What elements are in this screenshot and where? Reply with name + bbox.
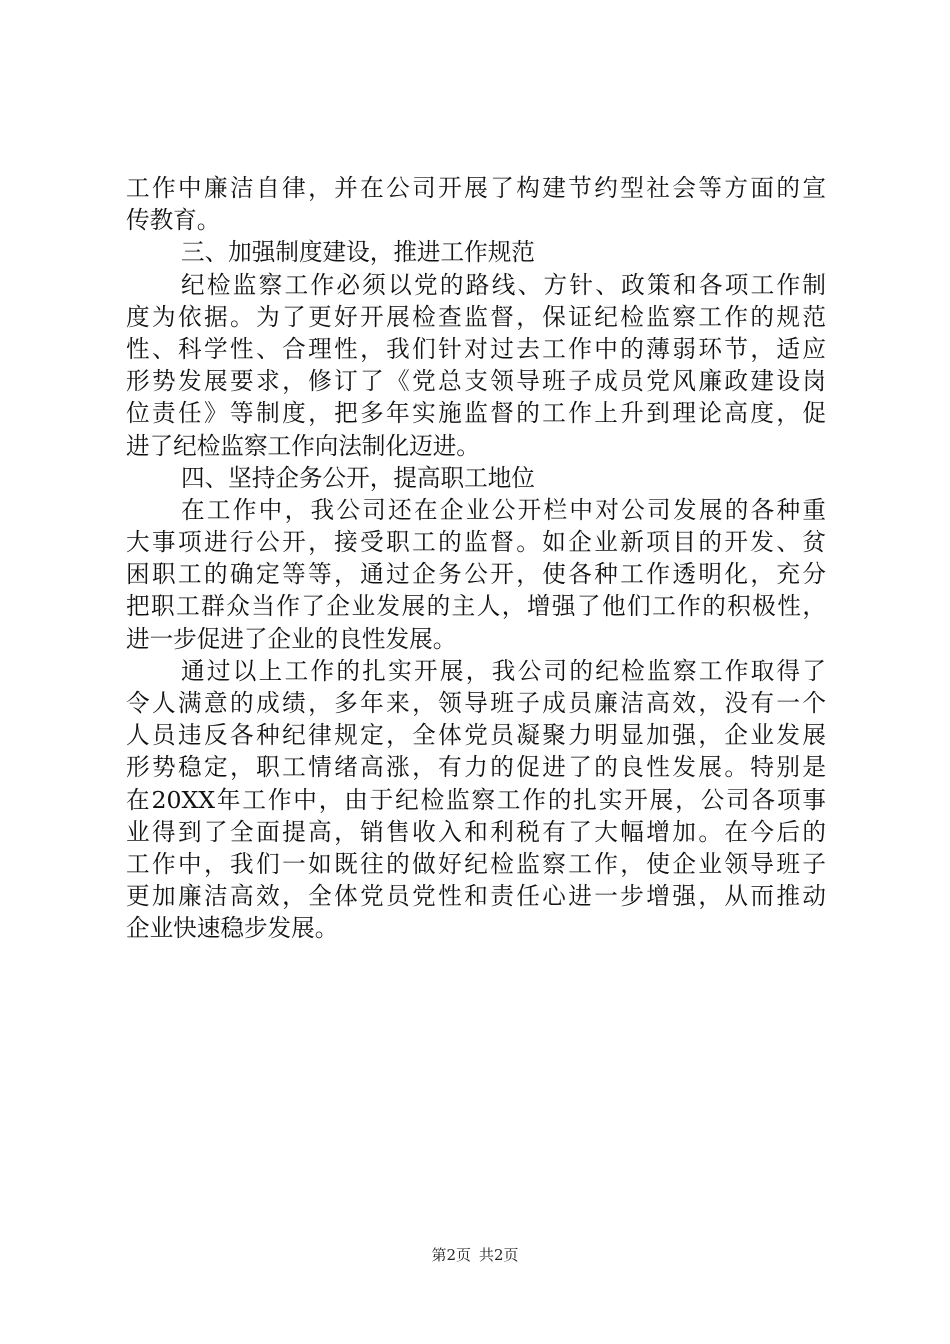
text-line: 传教育。: [126, 206, 221, 235]
section-heading: 三、加强制度建设，推进工作规范: [181, 238, 535, 267]
text-line: 纪检监察工作必须以党的路线、方针、政策和各项工作制: [181, 270, 826, 299]
text-line: 令人满意的成绩，多年来，领导班子成员廉洁高效，没有一个: [126, 689, 826, 717]
body-text: [126, 172, 826, 945]
text-line: 人员违反各种纪律规定，全体党员凝聚力明显加强，企业发展: [126, 721, 826, 750]
text-line: 进一步促进了企业的良性发展。: [126, 624, 457, 653]
page-footer: [0, 1246, 950, 1264]
text-line: 工作中廉洁自律，并在公司开展了构建节约型社会等方面的宣: [126, 174, 826, 202]
text-line: 大事项进行公开，接受职工的监督。如企业新项目的开发、贫: [126, 528, 826, 557]
text-line: 在20XX年工作中，由于纪检监察工作的扎实开展，公司各项事: [126, 785, 826, 814]
text-line: 业得到了全面提高，销售收入和利税有了大幅增加。在今后的: [126, 817, 826, 846]
text-line: 把职工群众当作了企业发展的主人，增强了他们工作的积极性，: [126, 592, 826, 621]
text-line: 度为依据。为了更好开展检查监督，保证纪检监察工作的规范: [126, 302, 826, 331]
text-line: 位责任》等制度，把多年实施监督的工作上升到理论高度，促: [126, 399, 826, 428]
text-line: 通过以上工作的扎实开展，我公司的纪检监察工作取得了: [181, 656, 826, 685]
text-line: 困职工的确定等等，通过企务公开，使各种工作透明化，充分: [126, 560, 826, 589]
text-line: 形势稳定，职工情绪高涨，有力的促进了的良性发展。特别是: [126, 753, 826, 782]
text-line: 更加廉洁高效，全体党员党性和责任心进一步增强，从而推动: [126, 882, 826, 911]
section-heading: 四、坚持企务公开，提高职工地位: [181, 463, 535, 492]
page-number: 第2页: [431, 1246, 471, 1264]
text-line: 企业快速稳步发展。: [126, 914, 339, 943]
text-line: 形势发展要求，修订了《党总支领导班子成员党风廉政建设岗: [126, 367, 826, 396]
page-total: 共2页: [479, 1246, 519, 1264]
text-line: 工作中，我们一如既往的做好纪检监察工作，使企业领导班子: [126, 849, 826, 878]
text-line: 性、科学性、合理性，我们针对过去工作中的薄弱环节，适应: [126, 334, 826, 363]
text-line: 在工作中，我公司还在企业公开栏中对公司发展的各种重: [181, 495, 826, 524]
text-line: 进了纪检监察工作向法制化迈进。: [126, 431, 480, 460]
